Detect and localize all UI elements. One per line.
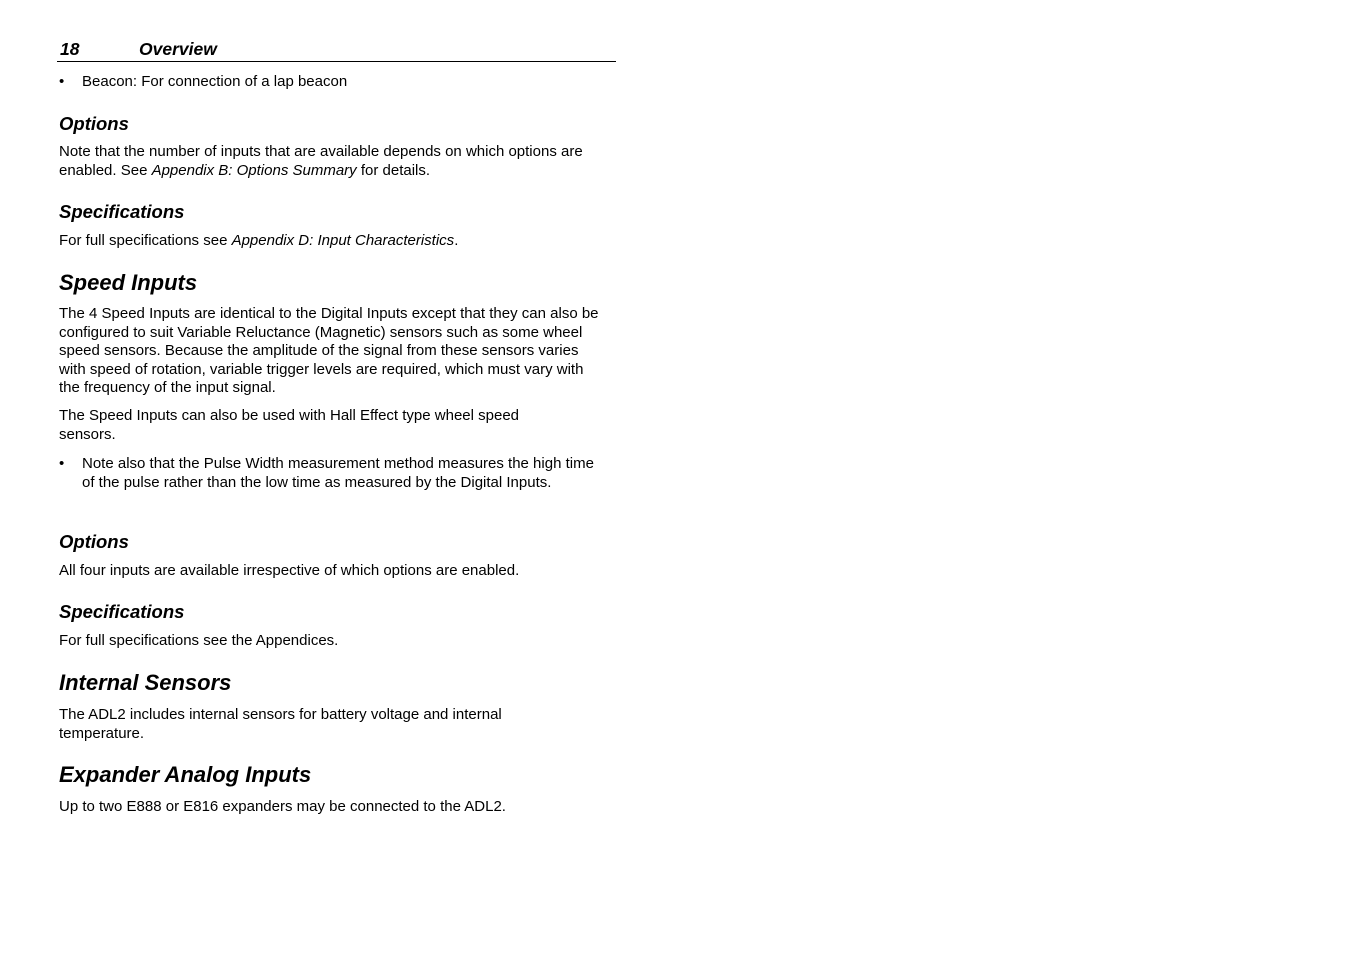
heading-speed-inputs: Speed Inputs — [59, 270, 198, 295]
page-header — [57, 38, 616, 62]
internal-sensors-text: The ADL2 includes internal sensors for battery voltage and internal temperature. — [59, 706, 502, 742]
options-text-a: Note that the number of inputs that are available depends on which options are enabled. See — [59, 143, 583, 179]
specifications-paragraph — [59, 232, 604, 251]
speed-inputs-paragraph-2 — [59, 407, 569, 444]
spec-text-a: For full specifications see — [59, 232, 232, 249]
options-2-text: All four inputs are available irrespective of which options are enabled. — [59, 562, 520, 579]
heading-options-2: Options — [59, 531, 129, 552]
bullet-text: Beacon: For connection of a lap beacon — [82, 73, 348, 90]
options-2-paragraph — [59, 562, 604, 581]
expander-text: Up to two E888 or E816 expanders may be connected to the ADL2. — [59, 798, 506, 815]
internal-sensors-paragraph — [59, 706, 559, 743]
heading-internal-sensors: Internal Sensors — [59, 670, 232, 695]
section-title: Overview — [139, 39, 217, 59]
specifications-2-text: For full specifications see the Appendices. — [59, 632, 339, 649]
spec-text-b: . — [454, 232, 459, 249]
options-text-b: for details. — [356, 161, 431, 179]
speed-inputs-paragraph-1 — [59, 305, 604, 398]
page-number: 18 — [60, 39, 80, 59]
heading-options: Options — [59, 113, 129, 134]
bullet-text: Note also that the Pulse Width measurement method measures the high time of the pulse rather than the low time as measured by the Digital Inputs. — [82, 455, 594, 491]
options-ref: Appendix B: Options Summary — [151, 161, 357, 179]
speed-inputs-text-2: The Speed Inputs can also be used with Hall Effect type wheel speed sensors. — [59, 407, 520, 443]
specifications-2-paragraph — [59, 632, 604, 651]
heading-expander-analog-inputs: Expander Analog Inputs — [59, 762, 312, 787]
heading-specifications-2: Specifications — [59, 601, 185, 622]
speed-inputs-text-1: The 4 Speed Inputs are identical to the Digital Inputs except that they can also be configured to suit Variable Reluctance (Magnetic) sensors such as some wheel speed sensors. Because the amplitude of the signal from these sensors varies with speed of rotation, variable trigger levels are required, which must vary with the frequency of the input signal. — [59, 305, 599, 396]
heading-specifications: Specifications — [59, 201, 185, 222]
options-paragraph — [59, 143, 599, 180]
bullet-glyph: • — [59, 455, 65, 472]
spec-ref: Appendix D: Input Characteristics — [231, 232, 455, 249]
expander-paragraph — [59, 798, 604, 817]
bullet-glyph: • — [59, 73, 65, 90]
